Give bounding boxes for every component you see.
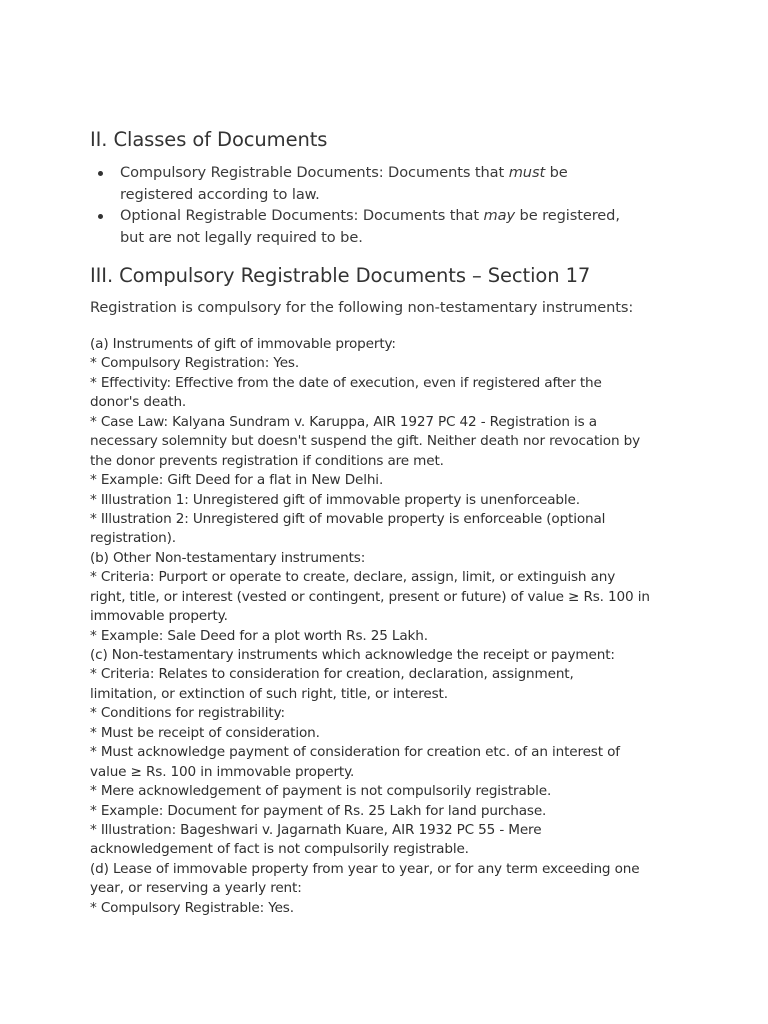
body-text-line: * Illustration 2: Unregistered gift of movable property is enforceable (optional	[90, 510, 606, 527]
body-text-line: necessary solemnity but doesn't suspend the gift. Neither death nor revocation by	[90, 433, 640, 450]
body-text-line: registration).	[90, 530, 176, 547]
bullet-text-after: be	[545, 164, 568, 181]
bullet-item-optional	[90, 205, 690, 248]
body-text-line: (a) Instruments of gift of immovable property:	[90, 336, 396, 352]
bullet-text-before: Optional Registrable Documents: Documents that	[120, 207, 484, 224]
bullet-text-continuation: registered according to law.	[120, 185, 320, 203]
body-text-line: * Illustration: Bageshwari v. Jagarnath Kuare, AIR 1932 PC 55 - Mere	[90, 821, 542, 838]
bullet-text-continuation: but are not legally required to be.	[120, 228, 363, 246]
body-text-line: * Effectivity: Effective from the date of execution, even if registered after the	[90, 374, 602, 391]
body-text-line: * Example: Gift Deed for a flat in New Delhi.	[90, 472, 384, 489]
bullet-text-after: be registered,	[515, 207, 620, 224]
body-text-line: limitation, or extinction of such right, title, or interest.	[90, 685, 448, 702]
intro-paragraph: Registration is compulsory for the following non-testamentary instruments:	[90, 299, 634, 316]
body-text-line: * Compulsory Registration: Yes.	[90, 355, 300, 372]
body-text-line: * Example: Sale Deed for a plot worth Rs. 25 Lakh.	[90, 627, 428, 644]
body-text-line: year, or reserving a yearly rent:	[90, 880, 302, 897]
bullet-dot-icon	[98, 214, 103, 219]
bullet-text-before: Compulsory Registrable Documents: Documents that	[120, 164, 509, 181]
section-heading-compulsory: III. Compulsory Registrable Documents – Section 17	[90, 264, 591, 287]
bullet-item-compulsory	[90, 162, 690, 205]
bullet-dot-icon	[98, 171, 103, 176]
body-text-line: the donor prevents registration if conditions are met.	[90, 452, 444, 469]
body-text-line: * Conditions for registrability:	[90, 705, 285, 722]
body-text-line: (b) Other Non-testamentary instruments:	[90, 549, 366, 566]
body-text-line: * Example: Document for payment of Rs. 25 Lakh for land purchase.	[90, 802, 547, 819]
body-text-line: * Must acknowledge payment of consideration for creation etc. of an interest of	[90, 744, 620, 761]
body-text-line: acknowledgement of fact is not compulsorily registrable.	[90, 841, 469, 858]
body-text-line: * Criteria: Relates to consideration for creation, declaration, assignment,	[90, 666, 574, 683]
body-text-line: (c) Non-testamentary instruments which acknowledge the receipt or payment:	[90, 647, 615, 663]
body-text-line: donor's death.	[90, 394, 187, 411]
bullet-text-emphasis: must	[508, 164, 546, 181]
section-heading-classes: II. Classes of Documents	[90, 128, 328, 151]
body-text-line: value ≥ Rs. 100 in immovable property.	[90, 763, 355, 780]
body-text-line: (d) Lease of immovable property from year to year, or for any term exceeding one	[90, 860, 640, 877]
body-text-line: right, title, or interest (vested or contingent, present or future) of value ≥ Rs. 100 in	[90, 588, 650, 605]
body-text-line: * Compulsory Registrable: Yes.	[90, 899, 294, 916]
body-text-line: immovable property.	[90, 608, 228, 625]
body-text-line: * Mere acknowledgement of payment is not compulsorily registrable.	[90, 783, 552, 800]
body-text-line: * Criteria: Purport or operate to create, declare, assign, limit, or extinguish any	[90, 569, 616, 586]
body-text-line: * Must be receipt of consideration.	[90, 724, 320, 741]
body-text-line: * Illustration 1: Unregistered gift of immovable property is unenforceable.	[90, 491, 580, 508]
body-text-line: * Case Law: Kalyana Sundram v. Karuppa, AIR 1927 PC 42 - Registration is a	[90, 413, 597, 430]
bullet-text-emphasis: may	[483, 207, 516, 224]
section-body-text	[90, 335, 690, 918]
classes-bullet-list	[90, 162, 690, 248]
